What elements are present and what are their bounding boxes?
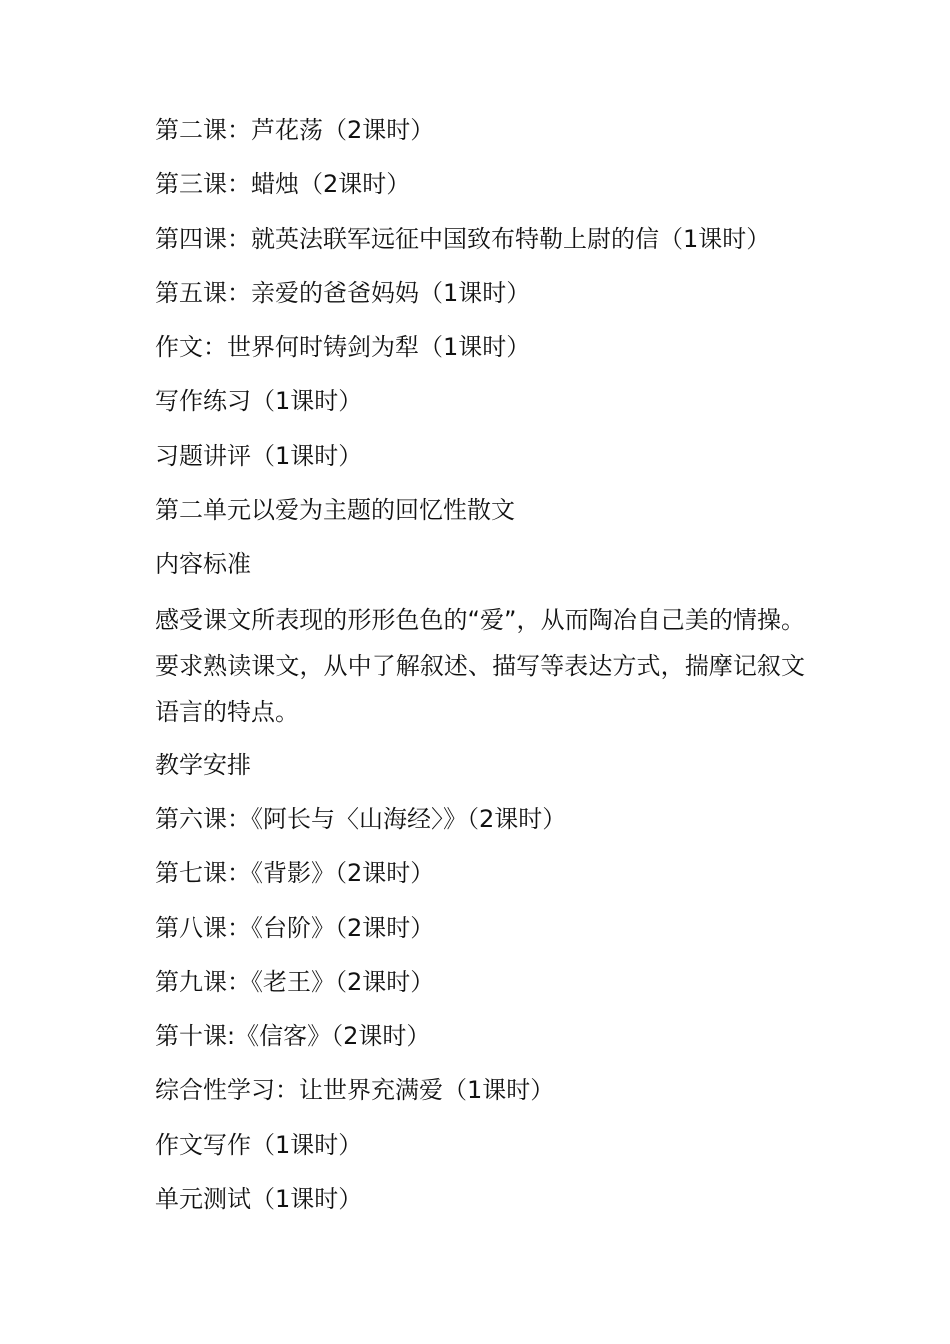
content-standard-paragraph: 感受课文所表现的形形色色的“爱”，从而陶冶自己美的情操。要求熟读课文，从中了解叙述、描写等表达方式，揣摩记叙文语言的特点。	[155, 605, 805, 726]
lesson-line: 综合性学习：让世界充满爱（1课时）	[155, 1076, 555, 1105]
lesson-line: 第五课：亲爱的爸爸妈妈（1课时）	[155, 278, 531, 307]
unit-heading: 第二单元以爱为主题的回忆性散文	[155, 496, 515, 525]
lesson-line: 第十课:《信客》（2课时）	[155, 1022, 431, 1051]
lesson-line: 第六课：《阿长与〈山海经〉》（2课时）	[155, 804, 567, 833]
lesson-line: 作文：世界何时铸剑为犁（1课时）	[155, 333, 531, 362]
document-body	[155, 108, 805, 1231]
lesson-line: 第二课：芦花荡（2课时）	[155, 116, 435, 144]
section-heading-teaching-plan: 教学安排	[155, 750, 251, 779]
lesson-line: 写作练习（1课时）	[155, 387, 363, 416]
section-heading-content-standard: 内容标准	[155, 550, 251, 579]
lesson-line: 第七课：《背影》（2课时）	[155, 859, 435, 888]
lesson-line: 第四课：就英法联军远征中国致布特勒上尉的信（1课时）	[155, 224, 771, 253]
lesson-line: 作文写作（1课时）	[155, 1130, 363, 1159]
lesson-line: 第八课：《台阶》（2课时）	[155, 913, 435, 942]
lesson-line: 第九课：《老王》（2课时）	[155, 967, 435, 996]
lesson-line: 习题讲评（1课时）	[155, 441, 363, 470]
lesson-line: 单元测试（1课时）	[155, 1185, 363, 1214]
lesson-line: 第三课：蜡烛（2课时）	[155, 170, 411, 199]
